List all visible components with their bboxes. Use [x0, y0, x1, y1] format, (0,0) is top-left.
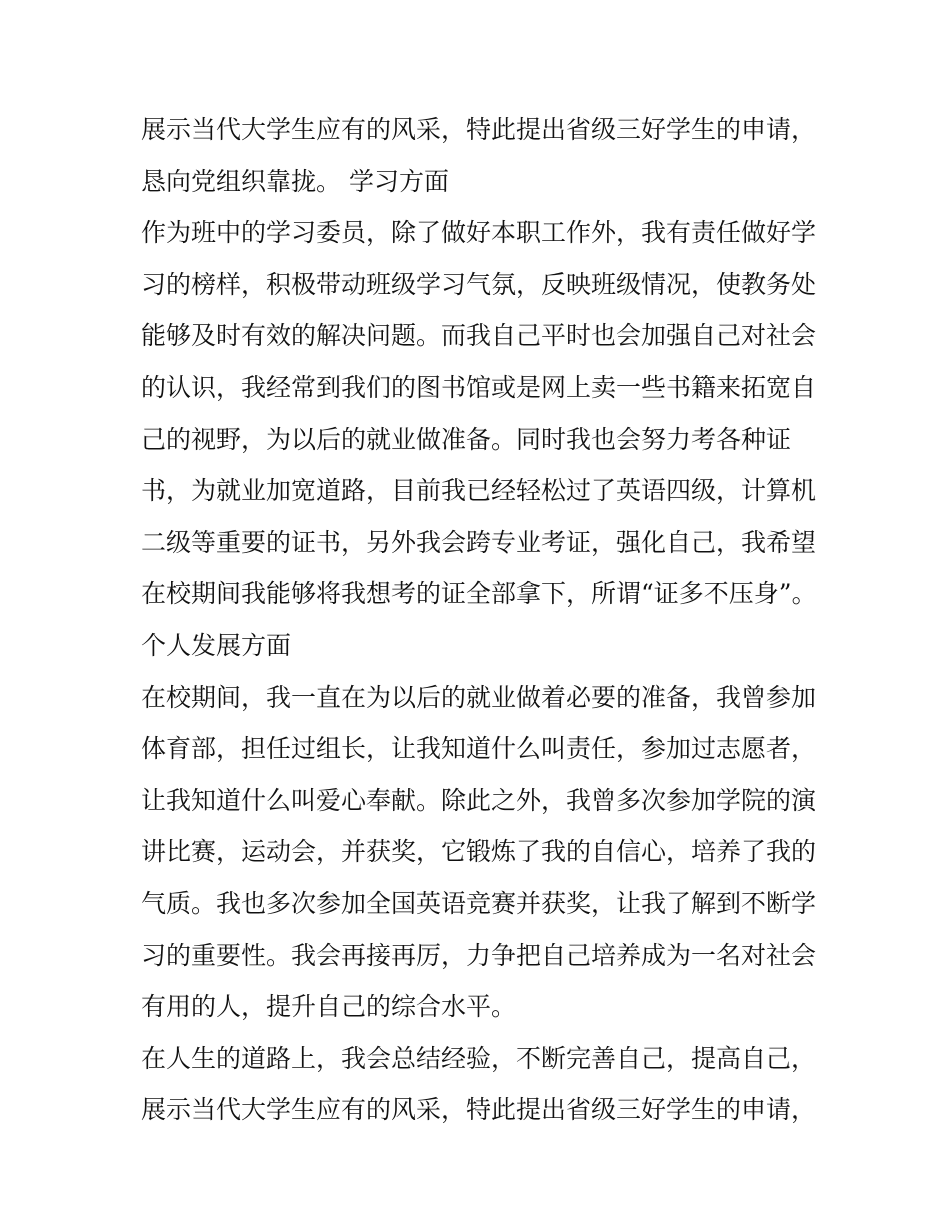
text-line: 展示当代大学生应有的风采，特此提出省级三好学生的申请，	[141, 1095, 817, 1125]
text-line: 二级等重要的证书，另外我会跨专业考证，强化自己，我希望	[141, 527, 817, 557]
text-line: 能够及时有效的解决问题。而我自己平时也会加强自己对社会	[141, 321, 817, 351]
document-body	[141, 104, 831, 1136]
text-line: 讲比赛，运动会，并获奖，它锻炼了我的自信心，培养了我的	[141, 837, 817, 867]
text-line: 有用的人，提升自己的综合水平。	[141, 992, 517, 1022]
text-line: 在校期间，我一直在为以后的就业做着必要的准备，我曾参加	[141, 682, 817, 712]
text-line: 体育部，担任过组长，让我知道什么叫责任，参加过志愿者，	[141, 734, 817, 764]
text-line: 在人生的道路上，我会总结经验，不断完善自己，提高自己，	[141, 1043, 817, 1073]
text-line: 展示当代大学生应有的风采，特此提出省级三好学生的申请，	[141, 115, 817, 144]
text-line: 在校期间我能够将我想考的证全部拿下，所谓“证多不压身”。	[141, 579, 817, 609]
text-line: 恳向党组织靠拢。 学习方面	[141, 166, 449, 196]
text-line: 让我知道什么叫爱心奉献。除此之外，我曾多次参加学院的演	[141, 785, 817, 815]
text-line: 气质。我也多次参加全国英语竞赛并获奖，让我了解到不断学	[141, 888, 817, 918]
text-line: 书，为就业加宽道路，目前我已经轻松过了英语四级，计算机	[141, 476, 817, 506]
text-line: 习的重要性。我会再接再厉，力争把自己培养成为一名对社会	[141, 940, 817, 970]
section-heading: 个人发展方面	[141, 630, 292, 660]
text-line: 作为班中的学习委员，除了做好本职工作外，我有责任做好学	[141, 218, 817, 248]
text-line: 的认识，我经常到我们的图书馆或是网上卖一些书籍来拓宽自	[141, 372, 817, 402]
text-line: 习的榜样，积极带动班级学习气氛，反映班级情况，使教务处	[141, 269, 817, 299]
text-line: 己的视野，为以后的就业做准备。同时我也会努力考各种证	[141, 424, 792, 454]
